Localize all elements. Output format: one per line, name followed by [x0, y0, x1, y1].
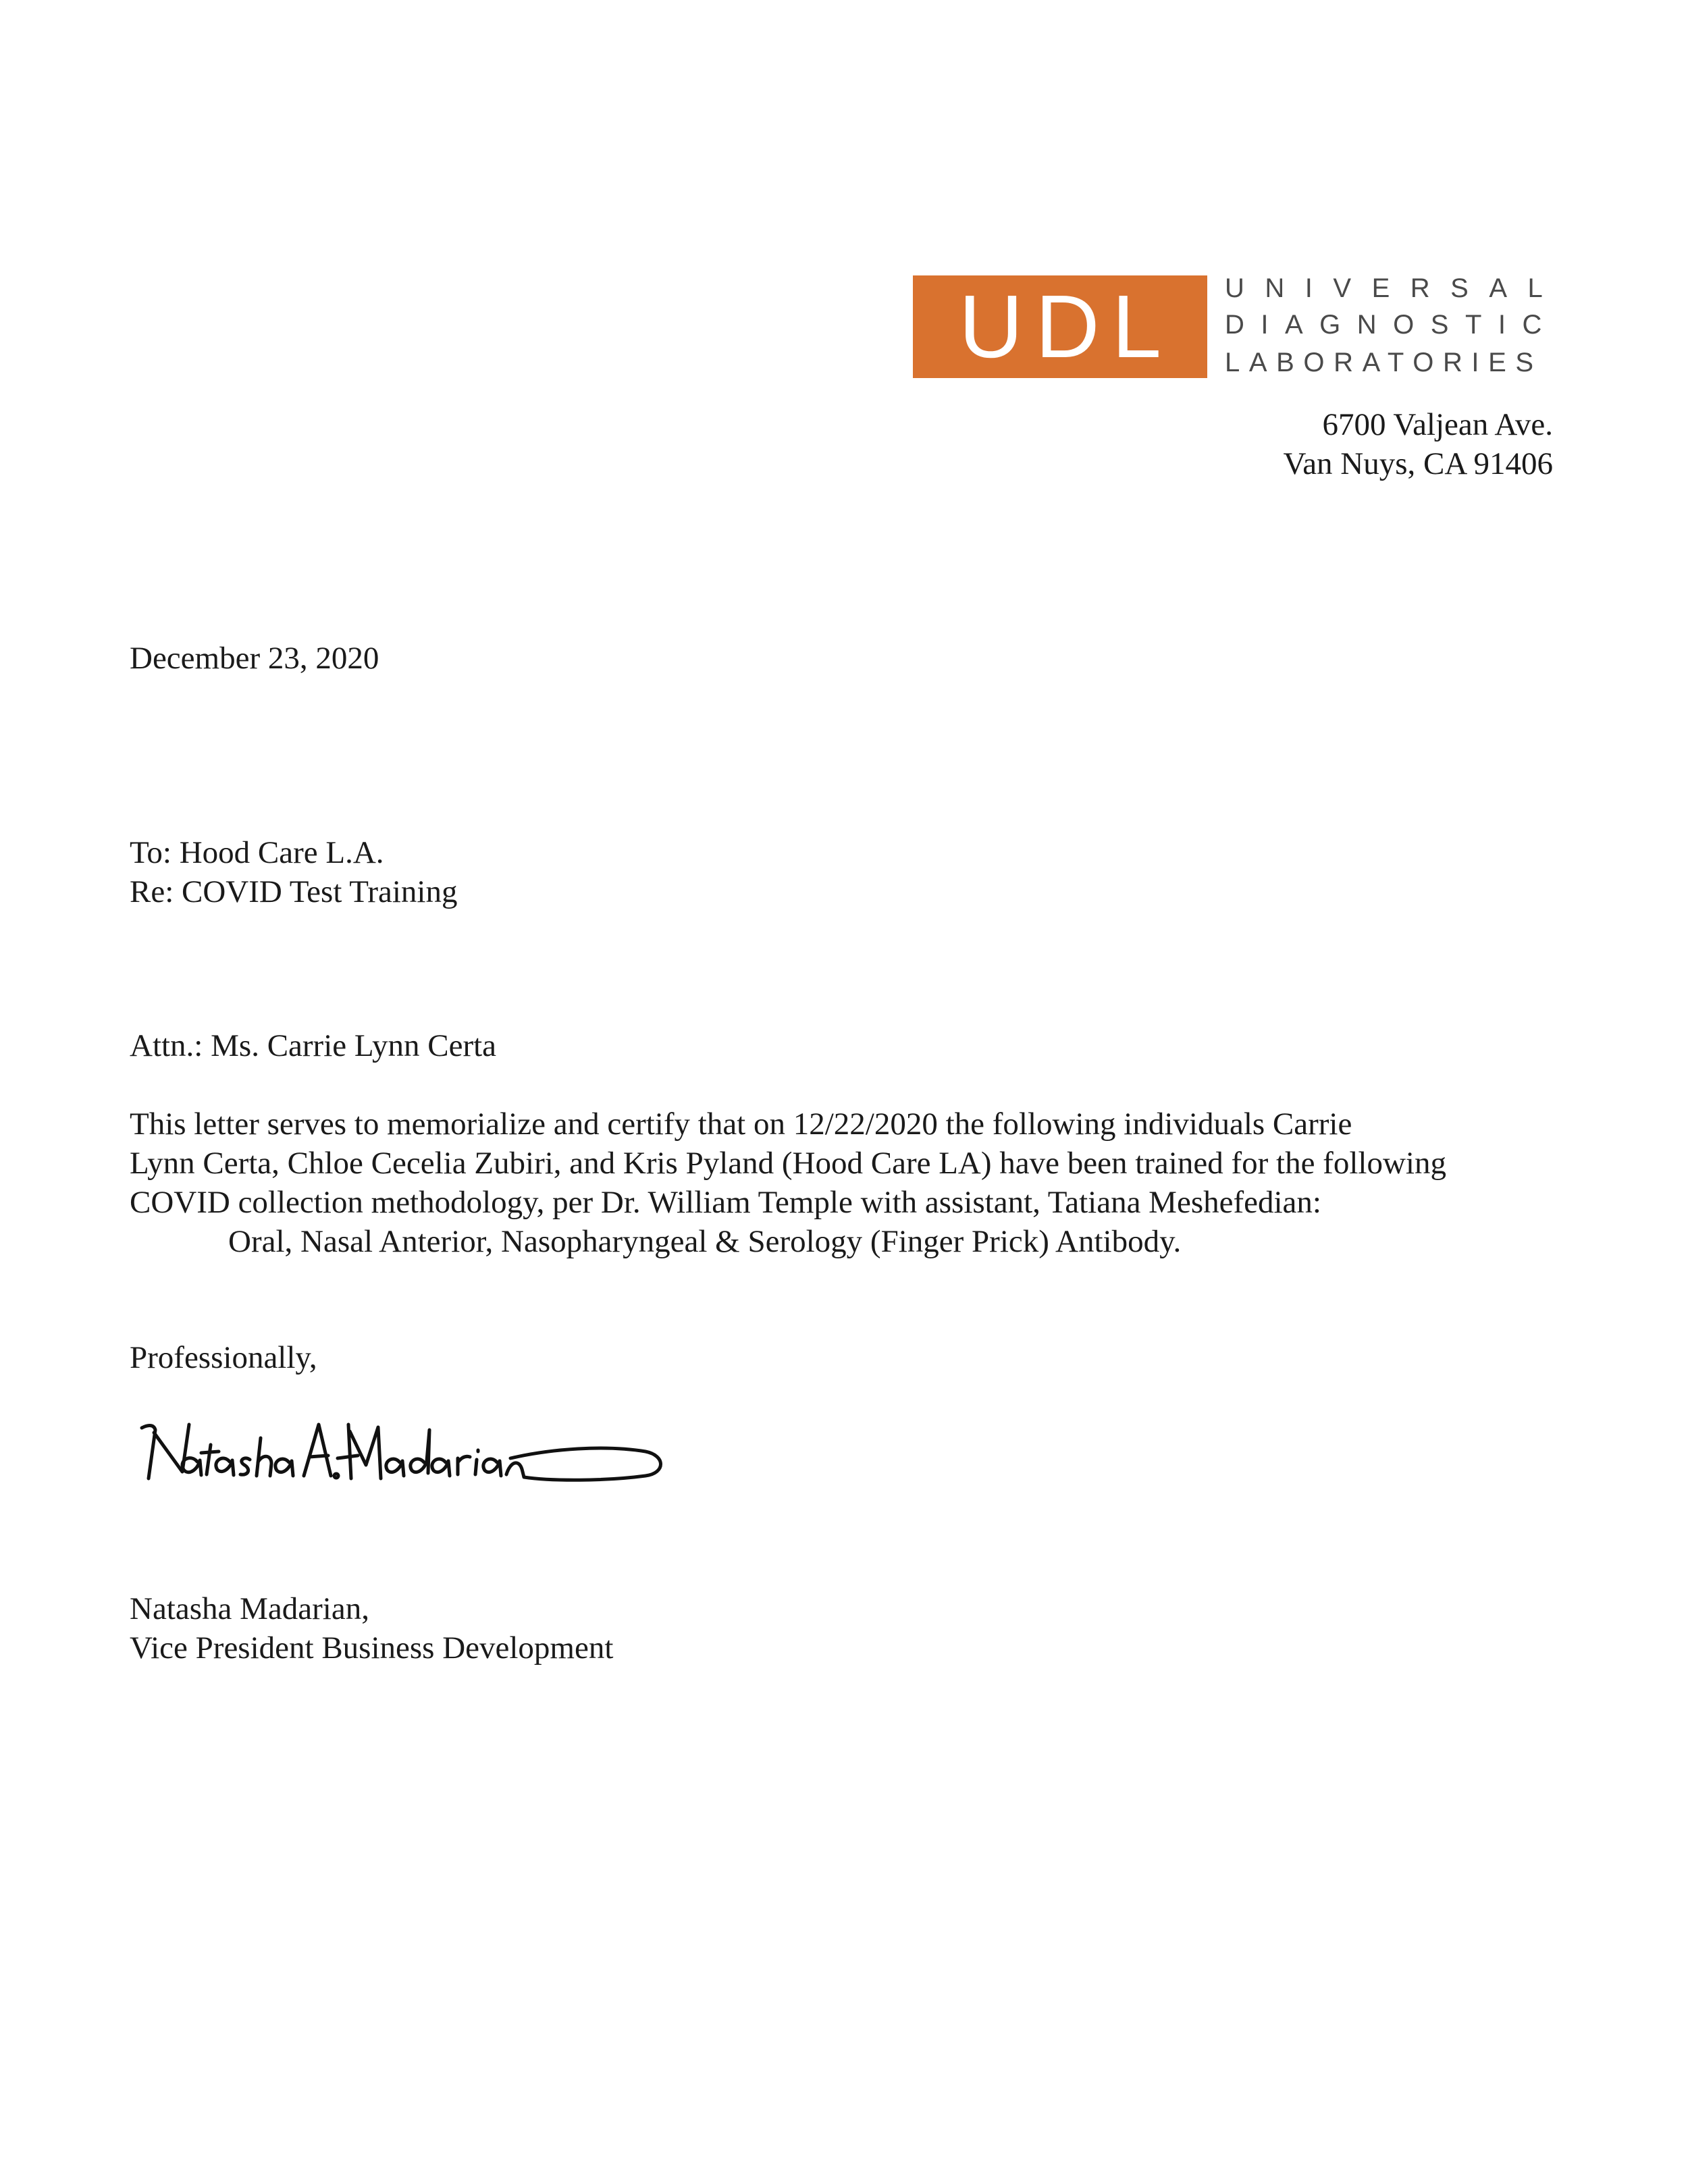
body-line-1: This letter serves to memorialize and certify that on 12/22/2020 the following individuals Carrie: [130, 1107, 1352, 1142]
body-paragraph: [130, 1104, 1581, 1222]
body-line-3: COVID collection methodology, per Dr. William Temple with assistant, Tatiana Meshefedian:: [130, 1185, 1321, 1220]
subject-line: Re: COVID Test Training: [130, 874, 458, 909]
body-methods-line: Oral, Nasal Anterior, Nasopharyngeal & Serology (Finger Prick) Antibody.: [228, 1224, 1182, 1259]
logo-word-laboratories: LABORATORIES: [1225, 348, 1543, 377]
address-city: Van Nuys, CA 91406: [1283, 446, 1553, 481]
address-street: 6700 Valjean Ave.: [1322, 407, 1553, 442]
recipient-line: To: Hood Care L.A.: [130, 835, 384, 870]
logo-word-universal: UNIVERSAL: [1225, 273, 1564, 303]
attention-line: Attn.: Ms. Carrie Lynn Certa: [130, 1028, 497, 1063]
logo-word-diagnostic: DIAGNOSTIC: [1225, 310, 1558, 340]
logo-mark-box: [913, 275, 1207, 378]
logo-mark-text: UDL: [958, 277, 1174, 376]
closing-line: Professionally,: [130, 1340, 317, 1375]
letter-date: December 23, 2020: [130, 641, 379, 676]
signer-title: Vice President Business Development: [130, 1630, 614, 1666]
signature-icon: [135, 1397, 675, 1499]
body-line-2: Lynn Certa, Chloe Cecelia Zubiri, and Kris Pyland (Hood Care LA) have been trained for the following: [130, 1146, 1446, 1181]
udl-logo: [913, 271, 1564, 379]
signer-name: Natasha Madarian,: [130, 1591, 369, 1626]
